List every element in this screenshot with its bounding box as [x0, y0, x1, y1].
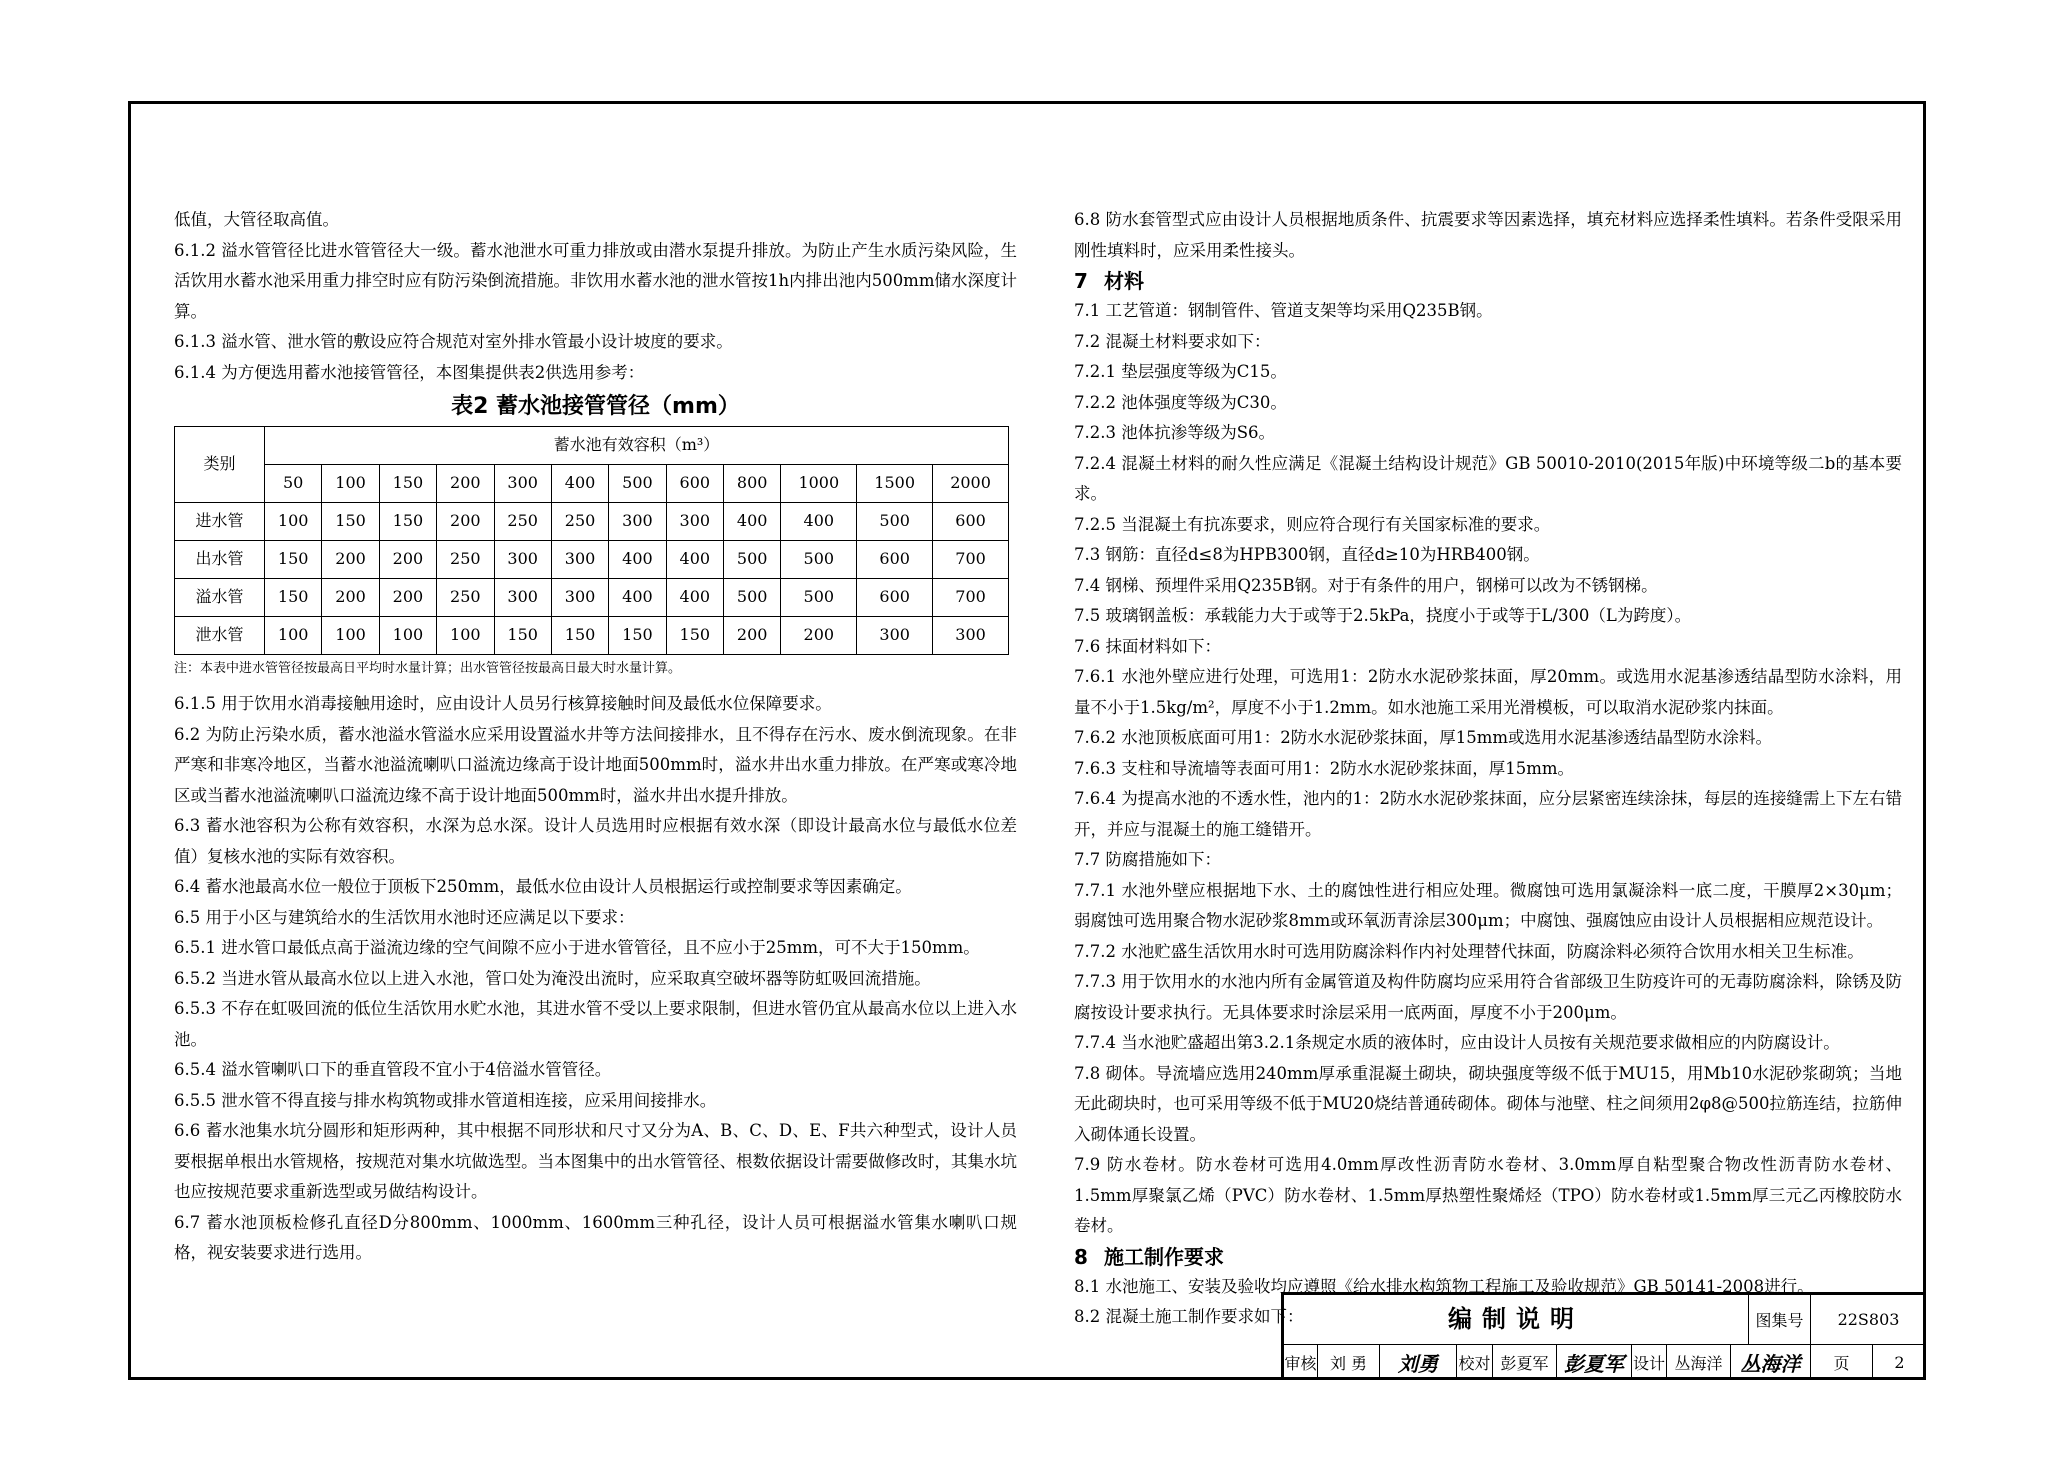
- paragraph: 7.9 防水卷材。防水卷材可选用4.0mm厚改性沥青防水卷材、3.0mm厚自粘型聚合物改性沥青防水卷材、1.5mm厚聚氯乙烯（PVC）防水卷材、1.5mm厚热塑性聚烯烃（TPO）防水卷材或1.5mm厚三元乙丙橡胶防水卷材。: [1074, 1155, 1902, 1235]
- table-row: [175, 541, 1009, 579]
- table-cell: 300: [609, 503, 666, 541]
- title-block: [1281, 1292, 1926, 1380]
- capacity-cell: 500: [609, 465, 666, 503]
- capacity-cell: 2000: [933, 465, 1009, 503]
- table-cell: 300: [494, 541, 551, 579]
- table-cell: 300: [933, 617, 1009, 655]
- table-cell: 200: [781, 617, 857, 655]
- table-cell: 150: [551, 617, 608, 655]
- paragraph: 7.2.5 当混凝土有抗冻要求，则应符合现行有关国家标准的要求。: [1074, 514, 1551, 534]
- page-label: 页: [1811, 1344, 1873, 1380]
- paragraph: 低值，大管径取高值。: [174, 210, 339, 229]
- paragraph: 7.2.3 池体抗渗等级为S6。: [1074, 423, 1276, 442]
- paragraph: 6.5.2 当进水管从最高水位以上进入水池，管口处为淹没出流时，应采取真空破坏器等防虹吸回流措施。: [174, 968, 931, 988]
- paragraph: 7.7.2 水池贮盛生活饮用水时可选用防腐涂料作内衬处理替代抹面，防腐涂料必须符合饮用水相关卫生标准。: [1074, 941, 1864, 961]
- row-name: 泄水管: [175, 617, 265, 655]
- table-cell: 400: [724, 503, 781, 541]
- table-cell: 500: [781, 579, 857, 617]
- capacity-cell: 100: [322, 465, 379, 503]
- paragraph: 7.7.3 用于饮用水的水池内所有金属管道及构件防腐均应采用符合省部级卫生防疫许可的无毒防腐涂料，除锈及防腐按设计要求执行。无具体要求时涂层采用一底两面，厚度不小于200μm。: [1074, 972, 1902, 1022]
- check-label: 校对: [1457, 1344, 1493, 1380]
- title-block-signatures: [1284, 1344, 1926, 1380]
- table-cell: 150: [265, 541, 322, 579]
- table-cell: 600: [857, 541, 933, 579]
- table-cell: 250: [437, 579, 494, 617]
- paragraph: 6.7 蓄水池顶板检修孔直径D分800mm、1000mm、1600mm三种孔径，设计人员可根据溢水管集水喇叭口规格，视安装要求进行选用。: [174, 1212, 1017, 1262]
- paragraph: 6.5.3 不存在虹吸回流的低位生活饮用水贮水池，其进水管不受以上要求限制，但进水管仍宜从最高水位以上进入水池。: [174, 999, 1017, 1049]
- table-note: 注：本表中进水管管径按最高日平均时水量计算；出水管管径按最高日最大时水量计算。: [174, 661, 682, 676]
- row-name: 进水管: [175, 503, 265, 541]
- table-row: [175, 617, 1009, 655]
- table-cell: 600: [857, 579, 933, 617]
- paragraph: 6.5.5 泄水管不得直接与排水构筑物或排水管道相连接，应采用间接排水。: [174, 1090, 717, 1110]
- table-cell: 100: [437, 617, 494, 655]
- paragraph: 7.3 钢筋：直径d≤8为HPB300钢，直径d≥10为HRB400钢。: [1074, 545, 1540, 564]
- paragraph: 6.6 蓄水池集水坑分圆形和矩形两种，其中根据不同形状和尺寸又分为A、B、C、D、E、F共六种型式，设计人员要根据单根出水管规格，按规范对集水坑做选型。当本图集中的出水管管径、根数依据设计需要做修改时，其集水坑也应按规范要求重新选型或另做结构设计。: [174, 1121, 1017, 1201]
- reviewer-signature: 刘勇: [1380, 1344, 1457, 1380]
- review-label: 审核: [1284, 1344, 1318, 1380]
- table-cell: 600: [933, 503, 1009, 541]
- table-row: [175, 579, 1009, 617]
- right-column: [1074, 205, 1902, 1333]
- paragraph: 7.7 防腐措施如下：: [1074, 850, 1221, 869]
- paragraph: 6.4 蓄水池最高水位一般位于顶板下250mm，最低水位由设计人员根据运行或控制要求等因素确定。: [174, 877, 912, 896]
- table-cell: 300: [494, 579, 551, 617]
- paragraph: 7.7.1 水池外壁应根据地下水、土的腐蚀性进行相应处理。微腐蚀可选用氯凝涂料一底二度，干膜厚2×30μm；弱腐蚀可选用聚合物水泥砂浆8mm或环氧沥青涂层300μm；中腐蚀、强腐蚀应由设计人员根据相应规范设计。: [1074, 880, 1902, 930]
- paragraph: 6.1.5 用于饮用水消毒接触用途时，应由设计人员另行核算接触时间及最低水位保障要求。: [174, 694, 832, 713]
- table-cell: 700: [933, 541, 1009, 579]
- table-cell: 150: [265, 579, 322, 617]
- paragraph: 6.1.2 溢水管管径比进水管管径大一级。蓄水池泄水可重力排放或由潜水泵提升排放。为防止产生水质污染风险，生活饮用水蓄水池采用重力排空时应有防污染倒流措施。非饮用水蓄水池的泄水管按1h内排出池内500mm储水深度计算。: [174, 240, 1017, 321]
- table-cell: 200: [322, 541, 379, 579]
- table-cell: 500: [781, 541, 857, 579]
- paragraph: 6.5 用于小区与建筑给水的生活饮用水池时还应满足以下要求：: [174, 907, 635, 927]
- capacity-cell: 1000: [781, 465, 857, 503]
- table-cell: 700: [933, 579, 1009, 617]
- atlas-number: 22S803: [1837, 1310, 1900, 1329]
- checker-signature: 彭夏军: [1557, 1344, 1632, 1380]
- paragraph: 7.1 工艺管道：钢制管件、管道支架等均采用Q235B钢。: [1074, 301, 1493, 320]
- capacity-cell: 1500: [857, 465, 933, 503]
- table-cell: 200: [724, 617, 781, 655]
- paragraph: 6.1.4 为方便选用蓄水池接管管径，本图集提供表2供选用参考：: [174, 362, 645, 382]
- paragraph: 7.8 砌体。导流墙应选用240mm厚承重混凝土砌块，砌块强度等级不低于MU15，用Mb10水泥砂浆砌筑；当地无此砌块时，也可采用等级不低于MU20烧结普通砖砌体。砌体与池壁、柱之间须用2φ8@500拉筋连结，拉筋伸入砌体通长设置。: [1074, 1063, 1902, 1144]
- table-cell: 200: [322, 579, 379, 617]
- row-name: 溢水管: [175, 579, 265, 617]
- category-header: 类别: [175, 427, 265, 503]
- table-cell: 200: [379, 541, 436, 579]
- table-cell: 150: [322, 503, 379, 541]
- capacity-cell: 800: [724, 465, 781, 503]
- table-cell: 100: [322, 617, 379, 655]
- table-cell: 150: [609, 617, 666, 655]
- table-cell: 300: [666, 503, 723, 541]
- design-label: 设计: [1632, 1344, 1667, 1380]
- table-cell: 400: [609, 541, 666, 579]
- designer-signature: 丛海洋: [1731, 1344, 1811, 1380]
- paragraph: 8.2 混凝土施工制作要求如下：: [1074, 1307, 1304, 1326]
- table-cell: 300: [857, 617, 933, 655]
- paragraph: 7.6.1 水池外壁应进行处理，可选用1：2防水水泥砂浆抹面，厚20mm。或选用水泥基渗透结晶型防水涂料，用量不小于1.5kg/m²，厚度不小于1.2mm。如水池施工采用光滑模板，可以取消水泥砂浆内抹面。: [1074, 667, 1902, 717]
- reviewer-name: 刘 勇: [1318, 1344, 1380, 1380]
- table-cell: 200: [437, 503, 494, 541]
- atlas-label: 图集号: [1749, 1295, 1811, 1344]
- table-cell: 100: [379, 617, 436, 655]
- paragraph: 7.6.2 水池顶板底面可用1：2防水水泥砂浆抹面，厚15mm或选用水泥基渗透结晶型防水涂料。: [1074, 728, 1773, 747]
- table-cell: 200: [379, 579, 436, 617]
- table-title: 表2 蓄水池接管管径（mm）: [451, 394, 740, 419]
- capacity-cell: 150: [379, 465, 436, 503]
- paragraph: 6.1.3 溢水管、泄水管的敷设应符合规范对室外排水管最小设计坡度的要求。: [174, 332, 733, 351]
- title-block-top: [1284, 1295, 1926, 1345]
- table-cell: 100: [265, 617, 322, 655]
- left-column: [174, 205, 1017, 1269]
- table-cell: 150: [666, 617, 723, 655]
- sheet-title: 编制说明: [1284, 1295, 1749, 1344]
- table-row: [175, 503, 1009, 541]
- section-title: 施工制作要求: [1104, 1244, 1224, 1269]
- table-cell: 400: [781, 503, 857, 541]
- paragraph: 7.6 抹面材料如下：: [1074, 636, 1221, 656]
- table-cell: 500: [724, 579, 781, 617]
- paragraph: 8.1 水池施工、安装及验收均应遵照《给水排水构筑物工程施工及验收规范》GB 50141-2008进行。: [1074, 1276, 1814, 1296]
- capacity-row: [175, 465, 1009, 503]
- table-cell: 400: [666, 541, 723, 579]
- table-cell: 150: [494, 617, 551, 655]
- paragraph: 7.7.4 当水池贮盛超出第3.2.1条规定水质的液体时，应由设计人员按有关规范要求做相应的内防腐设计。: [1074, 1033, 1840, 1052]
- paragraph: 6.5.1 进水管口最低点高于溢流边缘的空气间隙不应小于进水管管径，且不应小于25mm，可不大于150mm。: [174, 938, 980, 957]
- table-cell: 150: [379, 503, 436, 541]
- capacity-cell: 400: [551, 465, 608, 503]
- table-cell: 250: [551, 503, 608, 541]
- paragraph: 6.2 为防止污染水质，蓄水池溢水管溢水应采用设置溢水井等方法间接排水，且不得存在污水、废水倒流现象。在非严寒和非寒冷地区，当蓄水池溢流喇叭口溢流边缘高于设计地面500mm时，溢水井出水重力排放。在严寒或寒冷地区或当蓄水池溢流喇叭口溢流边缘不高于设计地面500mm时，溢水井出水提升排放。: [174, 724, 1017, 805]
- capacity-cell: 200: [437, 465, 494, 503]
- table-cell: 500: [724, 541, 781, 579]
- section-heading: [1074, 1242, 1902, 1272]
- paragraph: 7.6.4 为提高水池的不透水性，池内的1：2防水水泥砂浆抹面，应分层紧密连续涂抹，每层的连接缝需上下左右错开，并应与混凝土的施工缝错开。: [1074, 789, 1902, 839]
- table-cell: 500: [857, 503, 933, 541]
- checker-name: 彭夏军: [1493, 1344, 1557, 1380]
- paragraph: 7.2.1 垫层强度等级为C15。: [1074, 362, 1287, 381]
- paragraph: 6.8 防水套管型式应由设计人员根据地质条件、抗震要求等因素选择，填充材料应选择柔性填料。若条件受限采用刚性填料时，应采用柔性接头。: [1074, 210, 1902, 260]
- paragraph: 7.2.4 混凝土材料的耐久性应满足《混凝土结构设计规范》GB 50010-2010(2015年版)中环境等级二b的基本要求。: [1074, 453, 1902, 503]
- section-heading: [1074, 266, 1902, 296]
- paragraph: 7.5 玻璃钢盖板：承载能力大于或等于2.5kPa，挠度小于或等于L/300（L为跨度）。: [1074, 606, 1692, 625]
- designer-name: 丛海洋: [1667, 1344, 1731, 1380]
- paragraph: 7.4 钢梯、预埋件采用Q235B钢。对于有条件的用户，钢梯可以改为不锈钢梯。: [1074, 575, 1658, 595]
- section-number: 8: [1074, 1244, 1088, 1269]
- table-cell: 250: [494, 503, 551, 541]
- table-cell: 300: [551, 541, 608, 579]
- row-name: 出水管: [175, 541, 265, 579]
- capacity-group-header: 蓄水池有效容积（m³）: [265, 427, 1009, 465]
- paragraph: 7.6.3 支柱和导流墙等表面可用1：2防水水泥砂浆抹面，厚15mm。: [1074, 758, 1575, 778]
- capacity-cell: 50: [265, 465, 322, 503]
- paragraph: 6.3 蓄水池容积为公称有效容积，水深为总水深。设计人员选用时应根据有效水深（即设计最高水位与最低水位差值）复核水池的实际有效容积。: [174, 816, 1017, 866]
- capacity-cell: 300: [494, 465, 551, 503]
- section-title: 材料: [1104, 269, 1144, 293]
- table-cell: 250: [437, 541, 494, 579]
- paragraph: 6.5.4 溢水管喇叭口下的垂直管段不宜小于4倍溢水管管径。: [174, 1060, 612, 1079]
- table-cell: 100: [265, 503, 322, 541]
- pipe-diameter-table: [174, 426, 1009, 655]
- page-number: 2: [1894, 1352, 1905, 1372]
- table-cell: 400: [609, 579, 666, 617]
- table-cell: 400: [666, 579, 723, 617]
- paragraph: 7.2.2 池体强度等级为C30。: [1074, 392, 1287, 412]
- capacity-cell: 600: [666, 465, 723, 503]
- table-cell: 300: [551, 579, 608, 617]
- paragraph: 7.2 混凝土材料要求如下：: [1074, 331, 1271, 351]
- section-number: 7: [1074, 269, 1088, 293]
